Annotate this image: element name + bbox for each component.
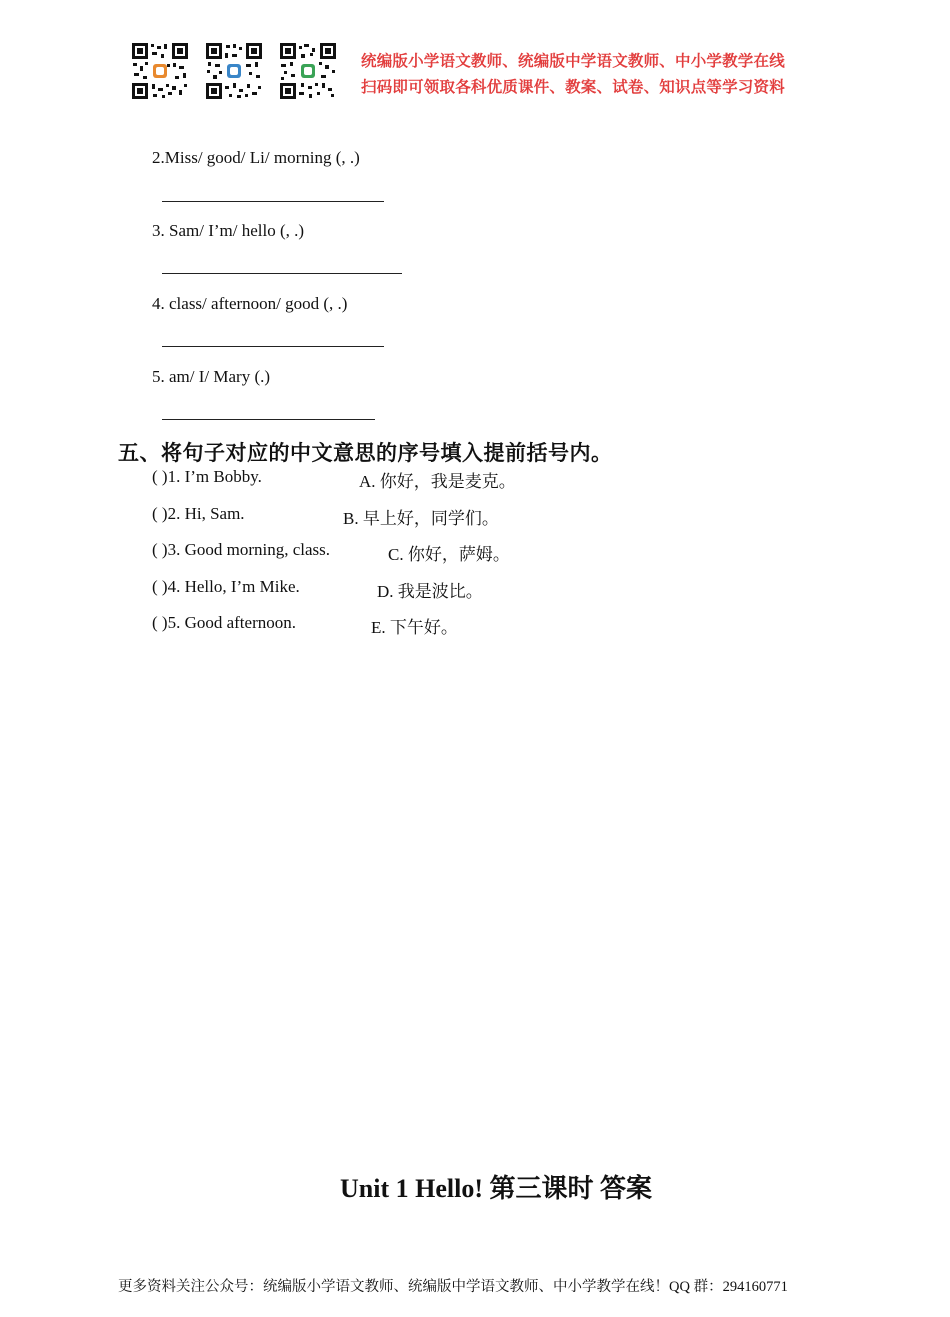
matching-option: D. 我是波比。	[377, 582, 483, 601]
qr-code-icon	[131, 42, 189, 100]
matching-item: ( )2. Hi, Sam.	[152, 504, 245, 523]
qr-code-icon	[279, 42, 337, 100]
answer-section-title: Unit 1 Hello! 第三课时 答案	[340, 1174, 652, 1203]
matching-item: ( )1. I’m Bobby.	[152, 467, 262, 486]
answer-blank-line[interactable]	[162, 273, 402, 274]
answer-blank-line[interactable]	[162, 201, 384, 202]
page-footer: 更多资料关注公众号：统编版小学语文教师、统编版中学语文教师、中小学教学在线！QQ 群：294160771	[118, 1279, 788, 1295]
matching-item: ( )4. Hello, I’m Mike.	[152, 577, 300, 596]
qr-code-icon	[205, 42, 263, 100]
matching-option: E. 下午好。	[371, 618, 458, 637]
section-title: 五、将句子对应的中文意思的序号填入提前括号内。	[118, 441, 613, 465]
reorder-prompt: 5. am/ I/ Mary (.)	[152, 367, 271, 386]
answer-blank-line[interactable]	[162, 419, 375, 420]
matching-option: C. 你好，萨姆。	[388, 545, 510, 564]
reorder-prompt: 2.Miss/ good/ Li/ morning (, .)	[152, 148, 360, 167]
matching-item: ( )3. Good morning, class.	[152, 540, 331, 559]
reorder-prompt: 4. class/ afternoon/ good (, .)	[152, 294, 348, 313]
banner-line-1: 统编版小学语文教师、统编版中学语文教师、中小学教学在线	[361, 52, 785, 70]
matching-item: ( )5. Good afternoon.	[152, 613, 296, 632]
reorder-prompt: 3. Sam/ I’m/ hello (, .)	[152, 221, 305, 240]
matching-option: A. 你好，我是麦克。	[359, 472, 516, 491]
matching-option: B. 早上好，同学们。	[343, 509, 499, 528]
answer-blank-line[interactable]	[162, 346, 384, 347]
banner-line-2: 扫码即可领取各科优质课件、教案、试卷、知识点等学习资料	[361, 78, 785, 96]
